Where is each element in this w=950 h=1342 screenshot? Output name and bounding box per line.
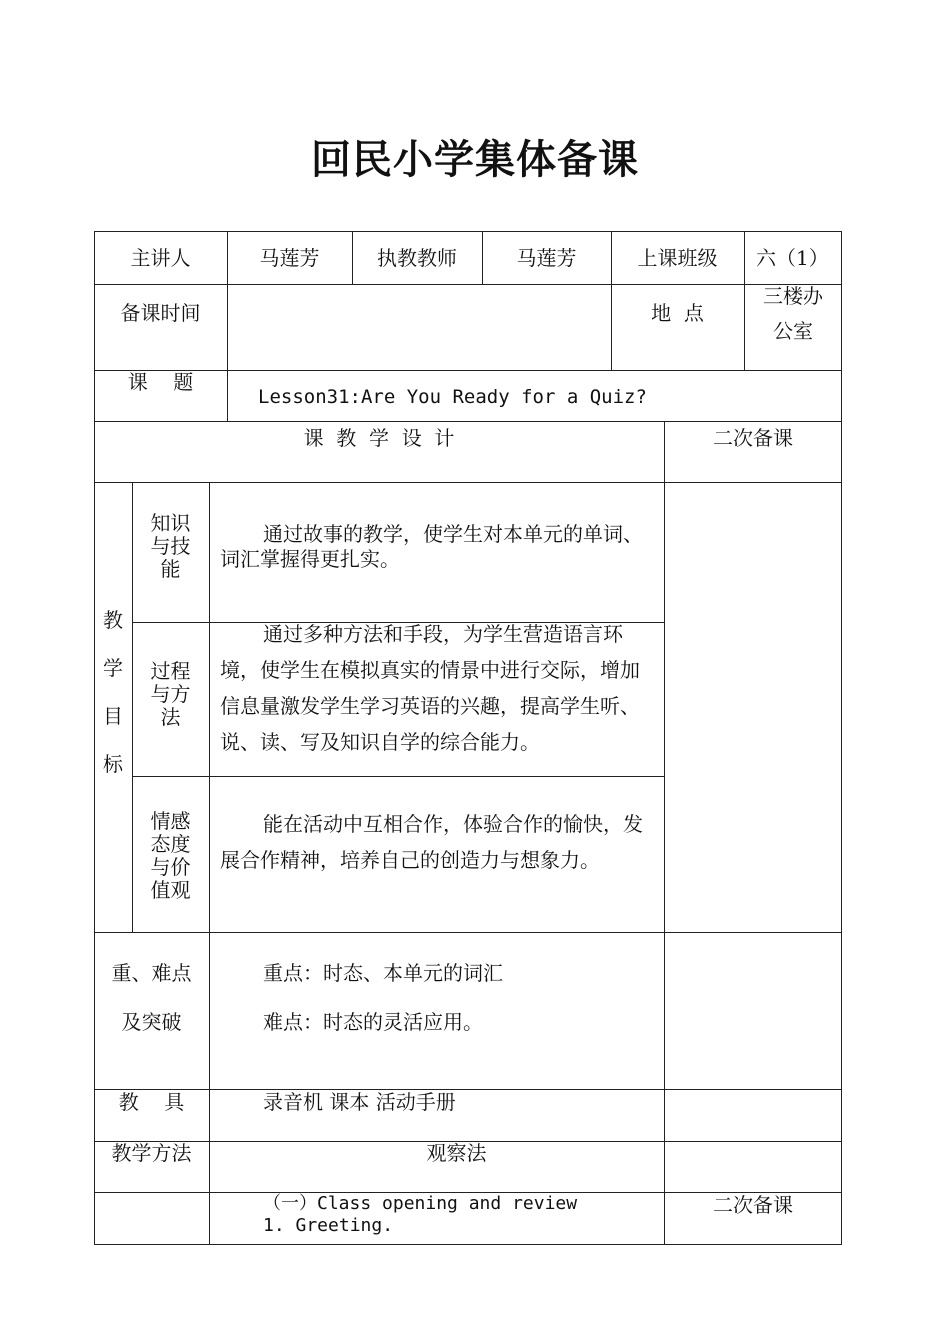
key-points-label-1: 重、难点 [111, 961, 192, 985]
process-label: 过程 与方 法 [150, 659, 191, 729]
tools-value: 录音机 课本 活动手册 [263, 1090, 456, 1114]
procedure-line-2: 1. Greeting. [263, 1215, 394, 1236]
design-heading: 课 教 学 设 计 [303, 426, 455, 450]
teacher-value: 马莲芳 [516, 246, 577, 270]
emotion-label: 情感 态度 与价 值观 [150, 809, 191, 902]
location-line-1: 三楼办 [763, 284, 823, 308]
method-value: 观察法 [426, 1141, 487, 1165]
class-label: 上课班级 [637, 246, 718, 270]
procedure-line-1: （一）Class opening and review [263, 1193, 578, 1214]
knowledge-text: 通过故事的教学，使学生对本单元的单词、词汇掌握得更扎实。 [220, 522, 643, 571]
presenter-label: 主讲人 [130, 246, 191, 270]
page-title: 回民小学集体备课 [311, 137, 639, 183]
objectives-label: 教 学 目 标 [103, 608, 123, 776]
teacher-label: 执教教师 [377, 246, 457, 270]
class-value: 六（1） [756, 246, 829, 270]
method-label: 教学方法 [111, 1141, 192, 1165]
difficulty-text: 难点：时态的灵活应用。 [263, 1010, 483, 1034]
topic-value: Lesson31:Are You Ready for a Quiz? [258, 386, 647, 408]
key-points-label-2: 及突破 [121, 1010, 182, 1034]
topic-label: 课 题 [127, 370, 194, 394]
location-line-2: 公室 [773, 319, 813, 343]
second-prep-procedure: 二次备课 [713, 1193, 793, 1217]
tools-label: 教 具 [118, 1090, 185, 1114]
process-text: 通过多种方法和手段，为学生营造语言环境，使学生在模拟真实的情景中进行交际，增加信息量激发学生学习英语的兴趣，提高学生听、说、读、写及知识自学的综合能力。 [220, 622, 640, 754]
emotion-text: 能在活动中互相合作，体验合作的愉快，发展合作精神，培养自己的创造力与想象力。 [220, 812, 643, 872]
location-label: 地 点 [651, 301, 704, 325]
second-prep-heading: 二次备课 [713, 426, 793, 450]
presenter-value: 马莲芳 [259, 246, 320, 270]
key-point-text: 重点：时态、本单元的词汇 [263, 961, 503, 985]
prep-time-label: 备课时间 [120, 301, 201, 325]
knowledge-label: 知识 与技 能 [150, 511, 191, 581]
